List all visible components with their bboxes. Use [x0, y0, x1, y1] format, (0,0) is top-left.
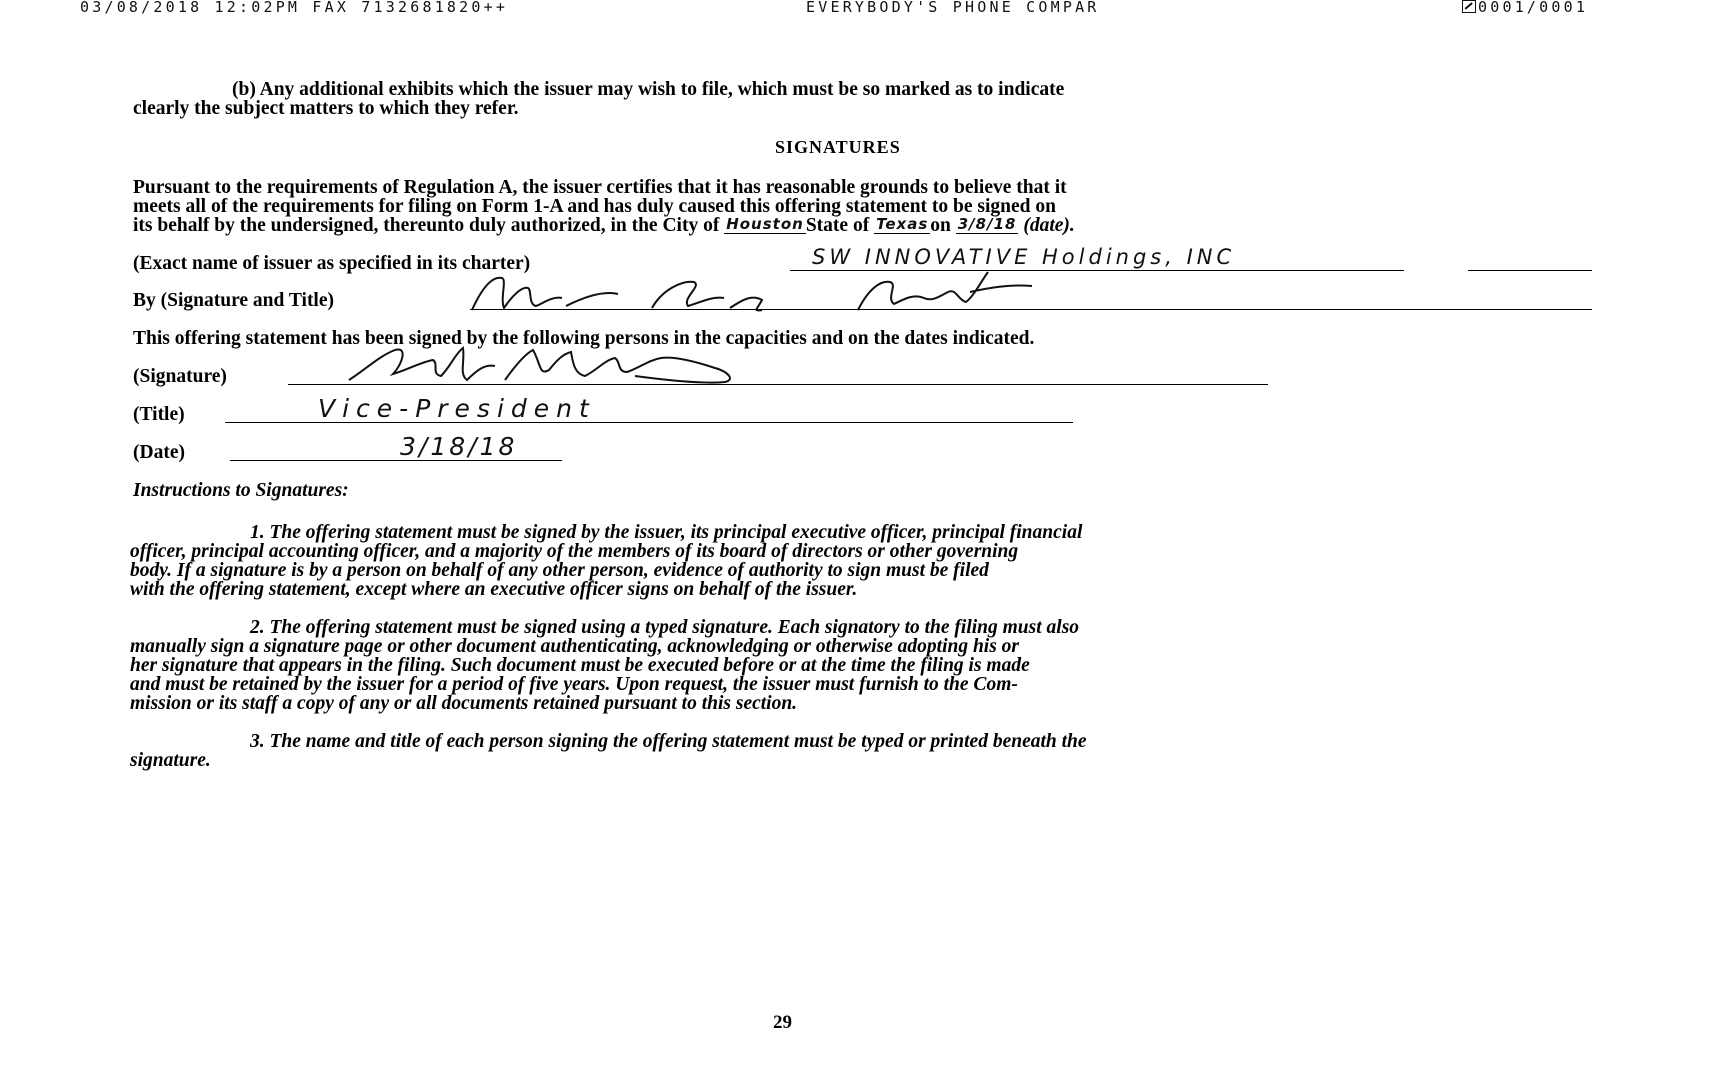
regulation-line-2: meets all of the requirements for filing on Form 1-A and has duly caused this offering statement to be signed on [133, 196, 1056, 217]
regulation-line-3-text-a: its behalf by the undersigned, thereunto duly authorized, in the City of [133, 215, 720, 236]
fax-header [0, 0, 1728, 18]
issuer-label: (Exact name of issuer as specified in its charter) [133, 253, 531, 274]
date-entry-handwritten: 3/8/18 [957, 215, 1017, 233]
instruction-1-line-2: officer, principal accounting officer, and a majority of the members of its board of directors or other governing [130, 541, 1019, 562]
instructions-heading: Instructions to Signatures: [133, 480, 349, 501]
persons-statement: This offering statement has been signed by the following persons in the capacities and on the dates indicated. [133, 328, 1035, 349]
city-handwritten: Houston [726, 215, 804, 233]
regulation-line-3 [133, 216, 1075, 236]
vice-president-signature [335, 340, 765, 388]
fax-header-right [1462, 0, 1588, 14]
by-underline [470, 309, 1592, 310]
title-underline [225, 422, 1073, 423]
instruction-1-line-4: with the offering statement, except where an executive officer signs on behalf of the issuer. [130, 579, 858, 600]
page-number: 29 [773, 1012, 792, 1033]
exhibits-line-2: clearly the subject matters to which they refer. [133, 98, 519, 119]
by-label: By (Signature and Title) [133, 290, 334, 311]
instruction-3-line-2: signature. [130, 750, 211, 771]
regulation-line-3-text-c: on [930, 215, 951, 236]
state-handwritten: Texas [876, 215, 929, 233]
issuer-underline-end [1468, 270, 1592, 271]
signatures-heading: SIGNATURES [775, 137, 901, 157]
regulation-line-3-text-d: (date). [1023, 215, 1075, 236]
instruction-2-line-4: and must be retained by the issuer for a period of five years. Upon request, the issuer must furnish to the Com- [130, 674, 1018, 695]
signature-label: (Signature) [133, 366, 227, 387]
instruction-1-line-1: 1. The offering statement must be signed by the issuer, its principal executive officer, principal financial [250, 522, 1083, 543]
date-label: (Date) [133, 442, 185, 463]
issuer-name-handwritten: SW INNOVATIVE Holdings, INC [812, 245, 1236, 269]
instruction-3-line-1: 3. The name and title of each person signing the offering statement must be typed or printed beneath the [250, 731, 1087, 752]
title-label: (Title) [133, 404, 185, 425]
fax-header-left: 03/08/2018 12:02PM FAX 7132681820++ [80, 0, 509, 16]
instruction-2-line-1: 2. The offering statement must be signed using a typed signature. Each signatory to the filing must also [250, 617, 1080, 638]
instruction-2-line-3: her signature that appears in the filing. Such document must be executed before or at the time the filing is made [130, 655, 1030, 676]
instruction-2-line-2: manually sign a signature page or other document authenticating, acknowledging or otherwise adopting his or [130, 636, 1020, 657]
fax-page-icon [1462, 0, 1476, 13]
instruction-1-line-3: body. If a signature is by a person on behalf of any other person, evidence of authority to sign must be filed [130, 560, 989, 581]
title-handwritten: Vice-President [318, 394, 596, 423]
fax-page-count: 0001/0001 [1478, 0, 1589, 16]
signature-underline [288, 384, 1268, 385]
regulation-line-1: Pursuant to the requirements of Regulation A, the issuer certifies that it has reasonable grounds to believe that it [133, 177, 1067, 198]
regulation-line-3-text-b: State of [805, 215, 870, 236]
fax-header-center: EVERYBODY'S PHONE COMPAR [806, 0, 1100, 16]
exhibits-line-1: (b) Any additional exhibits which the issuer may wish to file, which must be so marked as to indicate [232, 79, 1065, 100]
instruction-2-line-5: mission or its staff a copy of any or all documents retained pursuant to this section. [130, 693, 798, 714]
date-handwritten: 3/18/18 [400, 432, 518, 461]
date-underline [230, 460, 562, 461]
